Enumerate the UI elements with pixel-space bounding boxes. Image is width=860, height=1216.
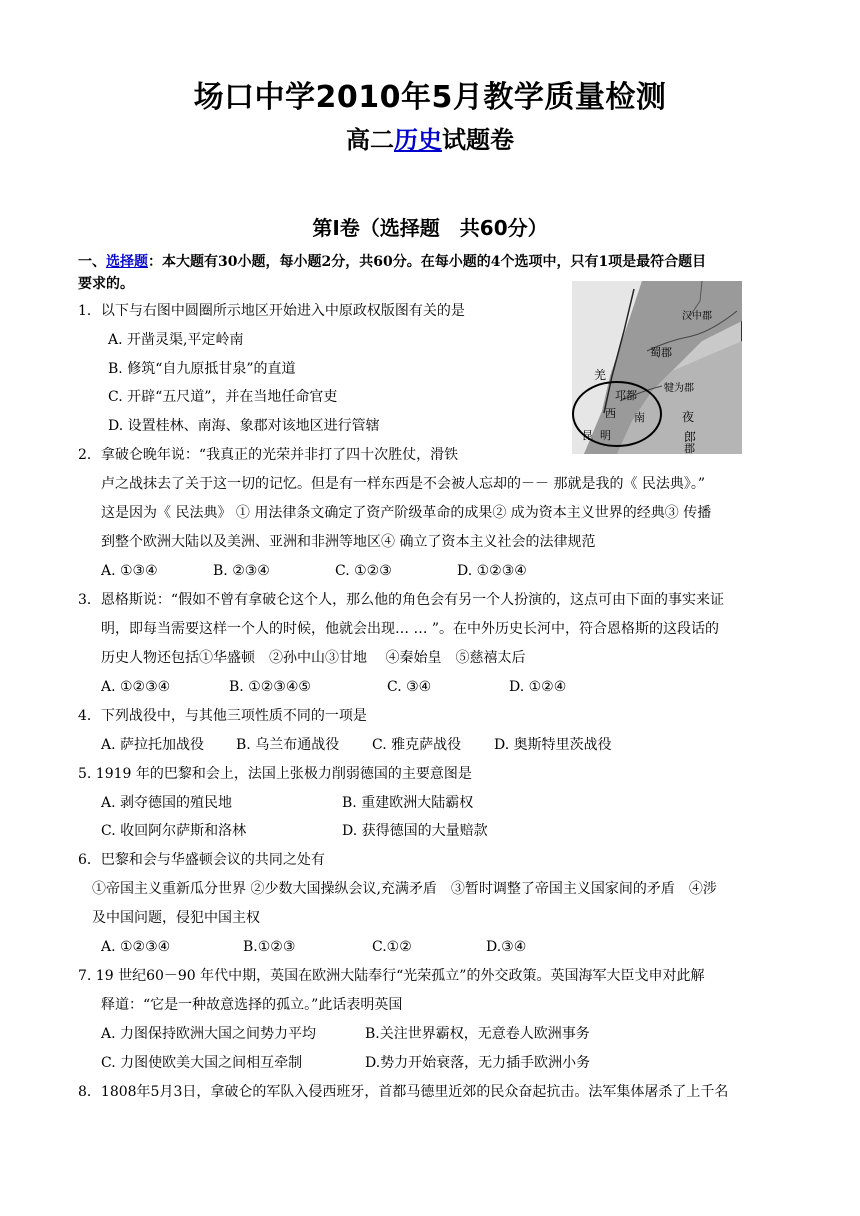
section-title: 第Ⅰ卷（选择题 共60分） xyxy=(312,216,548,240)
map-label: 蜀郡 xyxy=(650,346,672,359)
question-2-option-b: B. ②③④ xyxy=(213,563,270,579)
multiple-choice-link[interactable]: 选择题 xyxy=(106,254,148,270)
question-5-stem: 5. 1919 年的巴黎和会上，法国上张极力削弱德国的主要意图是 xyxy=(78,766,472,782)
map-label: 西 xyxy=(605,407,616,420)
question-3-stem-line-3: 历史人物还包括①华盛顿 ②孙中山③甘地 ④秦始皇 ⑤慈禧太后 xyxy=(101,650,526,666)
question-6-stem-line-1: 6．巴黎和会与华盛顿会议的共同之处有 xyxy=(78,852,325,868)
historical-map-figure xyxy=(572,281,742,454)
question-2-stem-line-4: 到整个欧洲大陆以及美洲、亚洲和非洲等地区④ 确立了资本主义社会的法律规范 xyxy=(101,534,596,550)
question-4-stem: 4．下列战役中，与其他三项性质不同的一项是 xyxy=(78,708,367,724)
question-3-option-c: C. ③④ xyxy=(387,679,432,695)
question-2-stem-line-2: 卢之战抹去了关于这一切的记忆。但是有一样东西是不会被人忘却的－－ 那就是我的《 民法典》。” xyxy=(101,476,706,492)
question-4-option-b: B. 乌兰布通战役 xyxy=(236,737,340,753)
question-3-stem-line-1: 3．恩格斯说：“假如不曾有拿破仑这个人，那么他的角色会有另一个人扮演的，这点可由下面的事实来证 xyxy=(78,592,725,608)
instructions-line-1 xyxy=(78,252,706,272)
question-2-option-a: A. ①③④ xyxy=(101,563,158,579)
question-3-option-a: A. ①②③④ xyxy=(101,679,171,695)
instructions-line-2: 要求的。 xyxy=(78,276,134,292)
question-1-stem: 1．以下与右图中圆圈所示地区开始进入中原政权版图有关的是 xyxy=(78,303,465,319)
question-2-option-d: D. ①②③④ xyxy=(457,563,527,579)
subtitle-prefix: 高二 xyxy=(346,126,394,154)
question-2-stem-line-3: 这是因为《 民法典》 ① 用法律条文确定了资产阶级革命的成果② 成为资本主义世界的经典③ 传播 xyxy=(101,505,712,521)
question-6-option-d: D.③④ xyxy=(486,939,527,955)
question-7-stem-line-1: 7. 19 世纪60－90 年代中期，英国在欧洲大陆奉行“光荣孤立”的外交政策。英国海军大臣戈申对此解 xyxy=(78,968,705,984)
question-6-option-c: C.①② xyxy=(372,939,412,955)
exam-subtitle xyxy=(0,120,860,155)
instructions-text: ：本大题有30小题，每小题2分，共60分。在每小题的4个选项中，只有1项是最符合题目 xyxy=(148,254,707,270)
question-7-option-b: B.关注世界霸权，无意卷人欧洲事务 xyxy=(365,1026,590,1042)
question-6-option-a: A. ①②③④ xyxy=(101,939,171,955)
question-6-option-b: B.①②③ xyxy=(243,939,296,955)
subject-link[interactable]: 历史 xyxy=(394,126,442,154)
question-4-option-c: C. 雅克萨战役 xyxy=(372,737,462,753)
map-label: 夜 xyxy=(682,410,695,424)
question-1-option-c: C. 开辟“五尺道”，并在当地任命官吏 xyxy=(108,389,338,405)
map-label: 犍为郡 xyxy=(664,383,694,394)
map-label: 明 xyxy=(600,429,611,442)
map-label: 昆 xyxy=(582,429,593,442)
question-6-stem-line-3: 及中国问题，侵犯中国主权 xyxy=(92,910,260,926)
question-2-option-c: C. ①②③ xyxy=(335,563,392,579)
instructions-prefix: 一、 xyxy=(78,254,106,270)
exam-title: 场口中学2010年5月教学质量检测 xyxy=(193,80,667,115)
question-7-option-c: C. 力图使欧美大国之间相互牵制 xyxy=(101,1055,303,1071)
map-label: 郡 xyxy=(684,442,695,454)
question-3-stem-line-2: 明，即每当需要这样一个人的时候，他就会出现… … ”。在中外历史长河中，符合恩格斯的这段话的 xyxy=(101,621,720,637)
question-3-option-d: D. ①②④ xyxy=(509,679,567,695)
question-5-option-c: C. 收回阿尔萨斯和洛林 xyxy=(101,823,247,839)
question-3-option-b: B. ①②③④⑤ xyxy=(229,679,311,695)
question-4-option-a: A. 萨拉托加战役 xyxy=(101,737,205,753)
question-7-stem-line-2: 释道：“它是一种故意选择的孤立。”此话表明英国 xyxy=(101,997,403,1013)
question-1-option-a: A. 开凿灵渠,平定岭南 xyxy=(108,332,244,348)
question-1-option-b: B. 修筑“自九原抵甘泉”的直道 xyxy=(108,361,296,377)
map-label: 郎 xyxy=(684,430,697,444)
question-8-stem-line-1: 8．1808年5月3日，拿破仑的军队入侵西班牙，首都马德里近郊的民众奋起抗击。法军集体屠杀了上千名 xyxy=(78,1084,729,1100)
question-6-stem-line-2: ①帝国主义重新瓜分世界 ②少数大国操纵会议,充满矛盾 ③暂时调整了帝国主义国家间的矛盾 ④涉 xyxy=(92,881,717,897)
question-7-option-d: D.势力开始衰落，无力插手欧洲小务 xyxy=(365,1055,591,1071)
question-4-option-d: D. 奥斯特里茨战役 xyxy=(494,737,612,753)
question-5-option-b: B. 重建欧洲大陆霸权 xyxy=(342,795,474,811)
question-5-option-a: A. 剥夺德国的殖民地 xyxy=(101,795,233,811)
map-label: 羌 xyxy=(594,368,607,382)
question-1-option-d: D. 设置桂林、南海、象郡对该地区进行管辖 xyxy=(108,418,380,434)
question-2-stem-line-1: 2．拿破仑晚年说：“我真正的光荣并非打了四十次胜仗，滑铁 xyxy=(78,447,459,463)
subtitle-suffix: 试题卷 xyxy=(442,126,514,154)
map-label: 汉中郡 xyxy=(682,311,712,322)
map-label: 邛都 xyxy=(615,389,637,402)
question-7-option-a: A. 力图保持欧洲大国之间势力平均 xyxy=(101,1026,317,1042)
question-5-option-d: D. 获得德国的大量赔款 xyxy=(342,823,488,839)
map-label: 南 xyxy=(634,411,645,424)
